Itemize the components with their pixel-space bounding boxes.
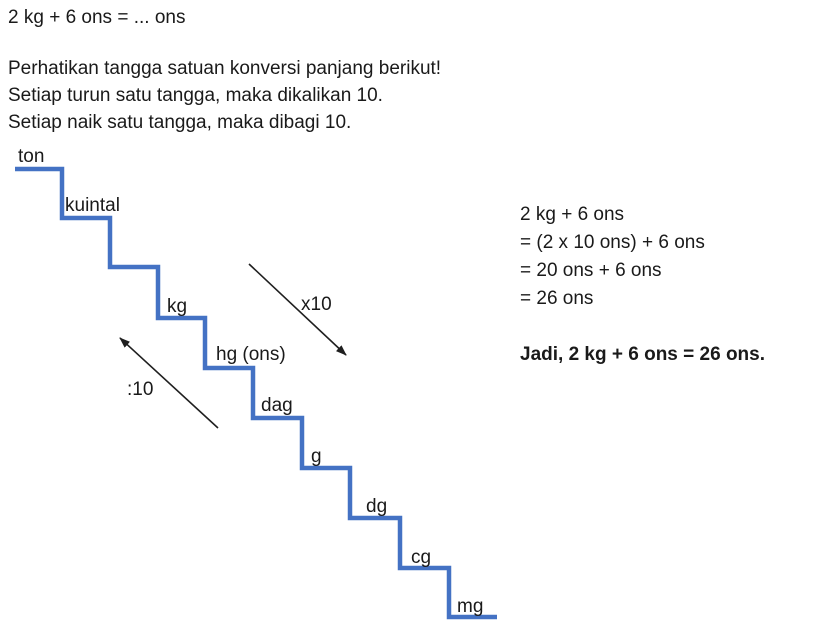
unit-label-hg-ons: hg (ons) xyxy=(216,344,286,365)
instruction-line-1: Perhatikan tangga satuan konversi panjang berikut! xyxy=(8,58,442,79)
solution-line-2: = (2 x 10 ons) + 6 ons xyxy=(520,232,705,253)
instruction-line-2: Setiap turun satu tangga, maka dikalikan 10. xyxy=(8,85,383,106)
divide-rule-label: :10 xyxy=(127,379,154,400)
problem-statement: 2 kg + 6 ons = ... ons xyxy=(8,7,186,28)
unit-label-ton: ton xyxy=(18,146,45,167)
unit-label-kg: kg xyxy=(167,296,188,317)
solution-block xyxy=(520,201,765,369)
unit-label-dag: dag xyxy=(261,395,293,416)
unit-label-kuintal: kuintal xyxy=(65,195,120,216)
multiply-rule-label: x10 xyxy=(301,294,332,315)
solution-line-3: = 20 ons + 6 ons xyxy=(520,260,662,281)
unit-label-mg: mg xyxy=(457,596,484,617)
solution-line-4: = 26 ons xyxy=(520,288,594,309)
instruction-line-3: Setiap naik satu tangga, maka dibagi 10. xyxy=(8,112,352,133)
unit-label-dg: dg xyxy=(366,496,388,517)
unit-label-cg: cg xyxy=(411,547,432,568)
solution-conclusion: Jadi, 2 kg + 6 ons = 26 ons. xyxy=(520,344,765,365)
solution-line-1: 2 kg + 6 ons xyxy=(520,204,625,225)
unit-label-g: g xyxy=(311,446,322,467)
